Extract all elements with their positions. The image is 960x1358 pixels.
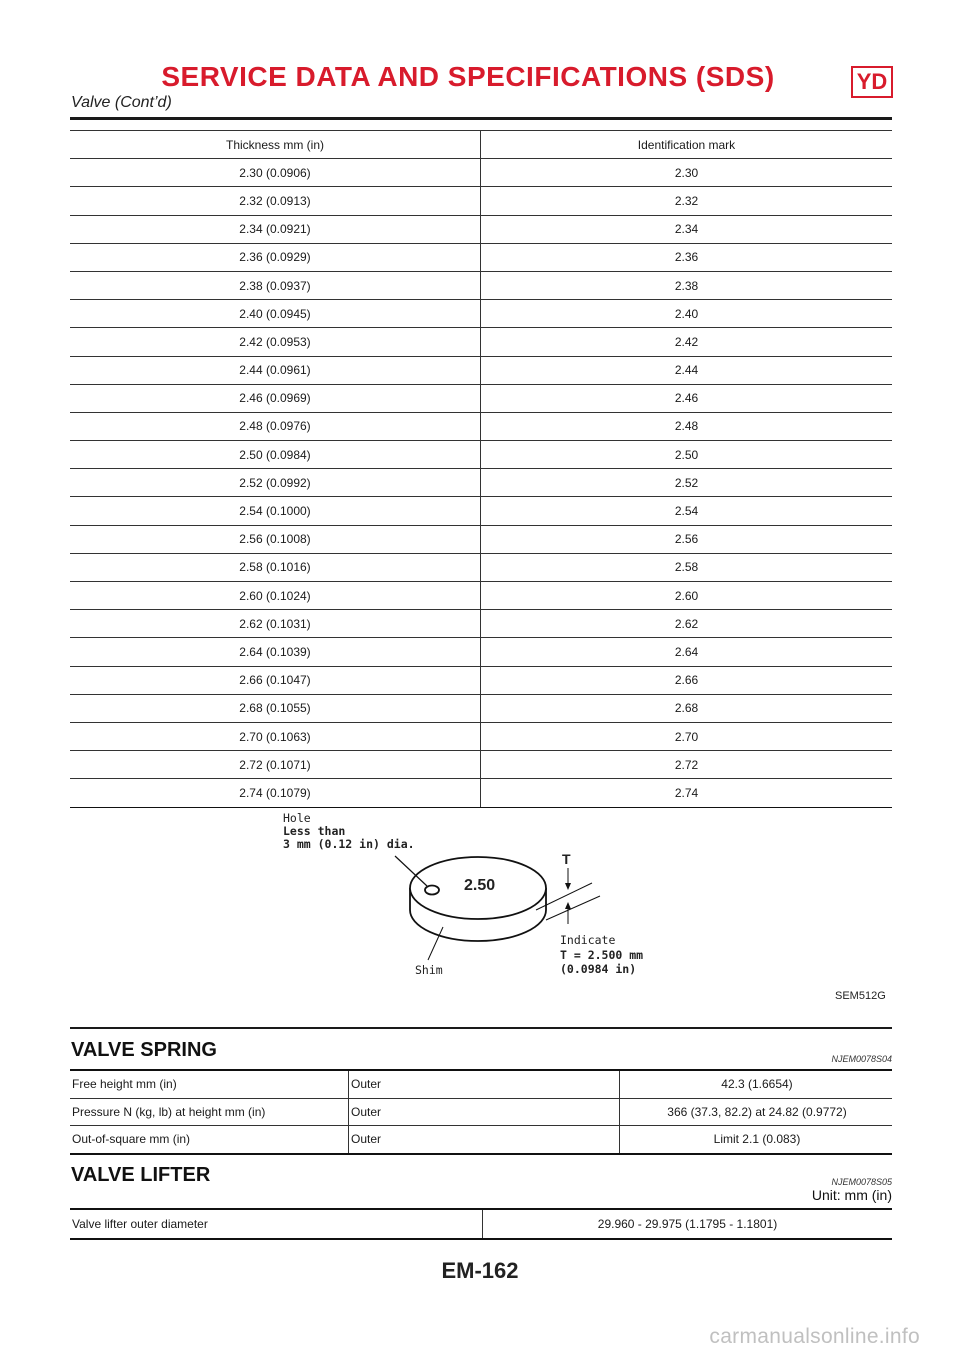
table-cell: 2.74 (0.1079): [70, 779, 481, 807]
table-cell: 2.46 (0.0969): [70, 384, 481, 412]
table-header-row: [70, 131, 892, 159]
table-cell: 2.64: [481, 638, 893, 666]
table-cell: 2.32 (0.0913): [70, 187, 481, 215]
shim-table-body: [70, 131, 892, 808]
table-cell: 2.68 (0.1055): [70, 694, 481, 722]
table-cell: 2.58: [481, 553, 893, 581]
page-header-subtitle: Valve (Cont’d): [71, 94, 172, 111]
valve-lifter-title: VALVE LIFTER: [71, 1164, 211, 1186]
table-cell: 2.40 (0.0945): [70, 300, 481, 328]
shim-label: Shim: [415, 963, 443, 977]
table-row: [70, 441, 892, 469]
table-cell: 366 (37.3, 82.2) at 24.82 (0.9772): [620, 1098, 893, 1126]
table-row: [70, 469, 892, 497]
page-number: EM-162: [441, 1258, 519, 1283]
table-row: [70, 1098, 892, 1126]
table-cell: 2.66: [481, 666, 893, 694]
table-cell: 2.30: [481, 159, 893, 187]
table-cell: 2.74: [481, 779, 893, 807]
table-cell: Limit 2.1 (0.083): [620, 1126, 893, 1154]
watermark: carmanualsonline.info: [709, 1325, 920, 1348]
table-cell: Identification mark: [481, 131, 893, 159]
valve-lifter-table-body: [70, 1209, 892, 1239]
table-cell: 2.34: [481, 215, 893, 243]
table-row: [70, 300, 892, 328]
table-row: [70, 1209, 892, 1239]
table-cell: 2.60 (0.1024): [70, 582, 481, 610]
table-cell: 2.54 (0.1000): [70, 497, 481, 525]
table-cell: 2.72 (0.1071): [70, 751, 481, 779]
table-row: [70, 1070, 892, 1098]
table-row: [70, 215, 892, 243]
table-row: [70, 356, 892, 384]
table-cell: 2.38: [481, 271, 893, 299]
table-cell: 2.60: [481, 582, 893, 610]
table-cell: 29.960 - 29.975 (1.1795 - 1.1801): [483, 1209, 893, 1239]
table-row: [70, 187, 892, 215]
table-cell: Outer: [349, 1070, 620, 1098]
table-cell: 2.50 (0.0984): [70, 441, 481, 469]
table-row: [70, 243, 892, 271]
table-row: [70, 271, 892, 299]
header-rule: [70, 117, 892, 120]
thickness-value-line-2: (0.0984 in): [560, 962, 637, 976]
table-cell: 2.36: [481, 243, 893, 271]
table-cell: 2.46: [481, 384, 893, 412]
valve-lifter-unit: Unit: mm (in): [811, 1187, 892, 1203]
thickness-value-line-1: T = 2.500 mm: [560, 948, 644, 962]
table-cell: 2.44: [481, 356, 893, 384]
table-cell: 2.70: [481, 722, 893, 750]
shim-illustration: [270, 800, 890, 1010]
table-cell: Valve lifter outer diameter: [70, 1209, 483, 1239]
table-cell: 2.68: [481, 694, 893, 722]
table-cell: 2.56: [481, 525, 893, 553]
engine-code-badge: YD: [851, 66, 893, 98]
table-cell: Outer: [349, 1098, 620, 1126]
table-cell: 2.42 (0.0953): [70, 328, 481, 356]
table-cell: 2.40: [481, 300, 893, 328]
valve-lifter-table: [70, 1208, 892, 1240]
valve-spring-table: [70, 1069, 892, 1155]
table-cell: Thickness mm (in): [70, 131, 481, 159]
hole-size-line-1: Less than: [283, 824, 346, 838]
shim-identification-mark: 2.50: [464, 877, 496, 894]
figure-code: SEM512G: [835, 990, 886, 1002]
table-row: [70, 638, 892, 666]
valve-spring-code: NJEM0078S04: [831, 1054, 892, 1064]
table-cell: Out-of-square mm (in): [70, 1126, 349, 1154]
table-cell: 2.30 (0.0906): [70, 159, 481, 187]
table-cell: 2.52: [481, 469, 893, 497]
table-cell: Free height mm (in): [70, 1070, 349, 1098]
valve-lifter-code: NJEM0078S05: [831, 1177, 892, 1187]
page-header-title: SERVICE DATA AND SPECIFICATIONS (SDS): [161, 61, 775, 92]
table-cell: Pressure N (kg, lb) at height mm (in): [70, 1098, 349, 1126]
table-cell: 2.58 (0.1016): [70, 553, 481, 581]
table-cell: 2.64 (0.1039): [70, 638, 481, 666]
table-cell: 2.42: [481, 328, 893, 356]
table-cell: 2.36 (0.0929): [70, 243, 481, 271]
table-row: [70, 666, 892, 694]
table-cell: 2.50: [481, 441, 893, 469]
table-row: [70, 525, 892, 553]
table-cell: 2.72: [481, 751, 893, 779]
table-row: [70, 384, 892, 412]
valve-spring-table-body: [70, 1070, 892, 1154]
table-row: [70, 328, 892, 356]
table-cell: 2.38 (0.0937): [70, 271, 481, 299]
table-row: [70, 553, 892, 581]
table-row: [70, 582, 892, 610]
shim-thickness-table: [70, 130, 892, 808]
table-cell: 2.48: [481, 412, 893, 440]
table-row: [70, 610, 892, 638]
table-cell: 2.66 (0.1047): [70, 666, 481, 694]
shim-figure: [270, 800, 890, 1010]
table-row: [70, 751, 892, 779]
table-row: [70, 412, 892, 440]
table-cell: 2.54: [481, 497, 893, 525]
indicate-label: Indicate: [560, 933, 616, 947]
table-cell: 2.70 (0.1063): [70, 722, 481, 750]
valve-spring-title: VALVE SPRING: [71, 1039, 217, 1061]
table-row: [70, 497, 892, 525]
table-cell: 2.34 (0.0921): [70, 215, 481, 243]
table-cell: 2.52 (0.0992): [70, 469, 481, 497]
hole-label: Hole: [283, 811, 311, 825]
table-cell: 2.32: [481, 187, 893, 215]
table-row: [70, 159, 892, 187]
table-cell: 2.44 (0.0961): [70, 356, 481, 384]
table-cell: 2.62 (0.1031): [70, 610, 481, 638]
table-cell: 2.56 (0.1008): [70, 525, 481, 553]
table-cell: Outer: [349, 1126, 620, 1154]
table-cell: 2.62: [481, 610, 893, 638]
hole-size-line-2: 3 mm (0.12 in) dia.: [283, 837, 415, 851]
thickness-t-label: T: [562, 851, 571, 867]
table-row: [70, 694, 892, 722]
table-cell: 42.3 (1.6654): [620, 1070, 893, 1098]
table-row: [70, 1126, 892, 1154]
table-cell: 2.48 (0.0976): [70, 412, 481, 440]
valve-spring-rule: [70, 1027, 892, 1029]
table-row: [70, 722, 892, 750]
